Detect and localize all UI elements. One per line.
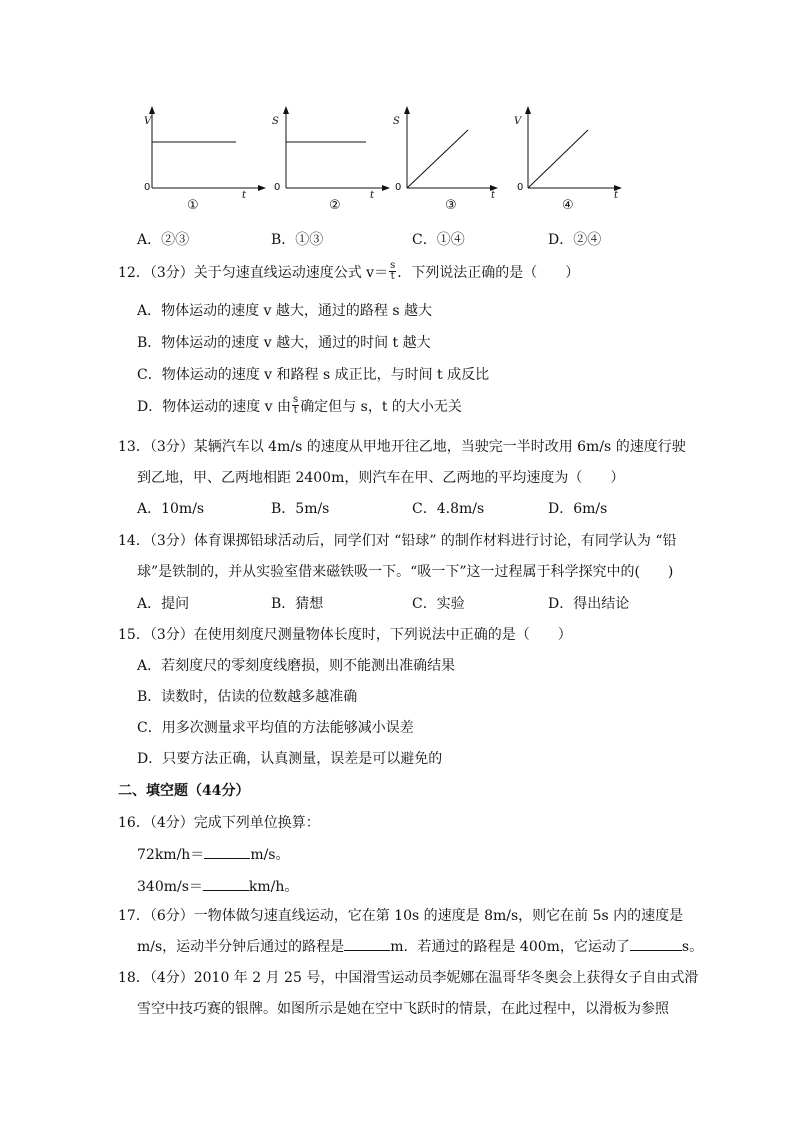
- q16-item-a: [137, 844, 290, 864]
- q14-option-d: D．得出结论: [548, 596, 630, 612]
- graph-marker: ①: [187, 198, 199, 213]
- q17-text-c: s。: [681, 939, 704, 955]
- q12-option-d-tail: 确定但与 s，t 的大小无关: [300, 399, 462, 415]
- y-axis-label: V: [514, 116, 522, 127]
- q17-stem-line2: [137, 936, 703, 956]
- q15-option-b: B．读数时，估读的位数越多越准确: [137, 689, 358, 705]
- answer-blank[interactable]: [344, 938, 390, 951]
- q14-option-a: A．提问: [137, 596, 190, 612]
- origin-label: 0: [274, 182, 281, 193]
- q12-stem: [118, 259, 580, 284]
- q13-stem-line2: 到乙地，甲、乙两地相距 2400m，则汽车在甲、乙两地的平均速度为（ ）: [137, 470, 625, 486]
- section-heading: 二、填空题（44分）: [118, 783, 250, 799]
- graph-marker: ④: [562, 198, 574, 213]
- q12-stem-tail: ．下列说法正确的是（ ）: [397, 265, 580, 281]
- q11-option-b: B．①③: [271, 232, 324, 248]
- q12-option-b: B．物体运动的速度 v 越大，通过的时间 t 越大: [137, 335, 431, 351]
- q16-b-text: 340m/s＝: [137, 879, 203, 895]
- q14-stem-line1: 14．（3分）体育课掷铅球活动后，同学们对 “铅球” 的制作材料进行讨论，有同学认为 “铅: [118, 533, 677, 549]
- q17-text-a: m/s，运动半分钟后通过的路程是: [137, 939, 345, 955]
- q16-a-unit: m/s。: [250, 847, 290, 863]
- fraction-numerator: s: [390, 259, 396, 271]
- q12-option-c: C．物体运动的速度 v 和路程 s 成正比，与时间 t 成反比: [137, 367, 490, 383]
- y-axis-label: S: [393, 116, 400, 127]
- origin-label: 0: [395, 182, 402, 193]
- q17-stem-line1: 17．（6分）一物体做匀速直线运动，它在第 10s 的速度是 8m/s，则它在前 5s 内的速度是: [118, 908, 684, 924]
- q18-stem-line1: 18．（4分）2010 年 2 月 25 号，中国滑雪运动员李妮娜在温哥华冬奥会上获得女子自由式滑: [118, 970, 699, 986]
- q15-option-d: D．只要方法正确，认真测量，误差是可以避免的: [137, 751, 443, 767]
- origin-label: 0: [144, 182, 151, 193]
- graph-marker: ③: [445, 198, 457, 213]
- graph-1: [140, 108, 290, 218]
- x-axis-label: t: [491, 190, 496, 201]
- q16-b-unit: km/h。: [248, 879, 299, 895]
- q16-item-b: [137, 876, 298, 896]
- q12-stem-text: 12．（3分）关于匀速直线运动速度公式 v＝: [118, 265, 389, 281]
- q16-stem: 16．（4分）完成下列单位换算：: [118, 815, 320, 831]
- fraction-denominator: t: [390, 270, 395, 282]
- graph-marker: ②: [329, 198, 341, 213]
- answer-blank[interactable]: [630, 938, 682, 951]
- q14-stem-line2: 球”是铁制的，并从实验室借来磁铁吸一下。“吸一下”这一过程属于科学探究中的( ): [137, 564, 674, 580]
- fraction-numerator: s: [293, 393, 299, 405]
- origin-label: 0: [517, 182, 524, 193]
- q13-stem-line1: 13．（3分）某辆汽车以 4m/s 的速度从甲地开往乙地，当驶完一半时改用 6m/s 的速度行驶: [118, 439, 686, 455]
- graph-4: [510, 108, 660, 218]
- q14-option-c: C．实验: [412, 596, 465, 612]
- q11-option-d: D．②④: [548, 232, 602, 248]
- answer-blank[interactable]: [203, 878, 249, 891]
- q13-option-a: A．10m/s: [137, 501, 205, 517]
- formula-fraction: [292, 395, 299, 416]
- q13-option-c: C．4.8m/s: [412, 501, 485, 517]
- q17-text-b: m．若通过的路程是 400m，它运动了: [390, 939, 630, 955]
- q15-stem: 15．（3分）在使用刻度尺测量物体长度时，下列说法中正确的是（ ）: [118, 627, 572, 643]
- q11-option-c: C．①④: [412, 232, 465, 248]
- q11-option-a: A．②③: [137, 232, 190, 248]
- q12-option-d: [137, 393, 462, 418]
- answer-blank[interactable]: [204, 846, 250, 859]
- fraction-denominator: t: [293, 404, 298, 416]
- q18-stem-line2: 雪空中技巧赛的银牌。如图所示是她在空中飞跃时的情景，在此过程中，以滑板为参照: [137, 1001, 669, 1017]
- y-axis-label: S: [272, 116, 279, 127]
- x-axis-label: t: [614, 190, 619, 201]
- q12-option-d-text: D．物体运动的速度 v 由: [137, 399, 292, 415]
- q15-option-c: C．用多次测量求平均值的方法能够减小误差: [137, 720, 414, 736]
- q13-option-b: B．5m/s: [271, 501, 330, 517]
- formula-fraction: [389, 261, 396, 282]
- q13-option-d: D．6m/s: [548, 501, 608, 517]
- q12-option-a: A．物体运动的速度 v 越大，通过的路程 s 越大: [137, 303, 433, 319]
- q15-option-a: A．若刻度尺的零刻度线磨损，则不能测出准确结果: [137, 658, 456, 674]
- q14-option-b: B．猜想: [271, 596, 324, 612]
- x-axis-label: t: [370, 190, 375, 201]
- x-axis-label: t: [242, 190, 247, 201]
- y-axis-label: V: [144, 116, 152, 127]
- q16-a-text: 72km/h＝: [137, 847, 205, 863]
